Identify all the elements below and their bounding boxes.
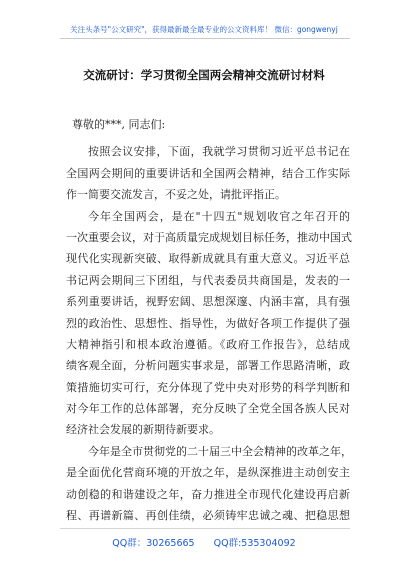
paragraph-3 (66, 441, 350, 527)
body-line: 是全面优化营商环境的开放之年，是纵深推进主动创安主 (66, 466, 350, 480)
qq-group-1: QQ群：30265665 (112, 538, 195, 549)
salutation: 尊敬的***, 同志们: (72, 118, 166, 131)
body-line: 经济社会发展的新期待新要求。 (66, 423, 220, 437)
body-line: 动创稳的和谐建设之年，奋力推进全市现代化建设再启新 (66, 487, 350, 501)
body-line: 今年是全市贯彻党的二十届三中全会精神的改革之年， (88, 444, 352, 458)
paragraph-1 (66, 141, 350, 205)
document-body (66, 114, 350, 526)
footer-contact (0, 535, 408, 549)
body-line: 对今年工作的总体部署，充分反映了全党全国各族人民对 (66, 402, 350, 416)
body-line: 作一简要交流发言，不妥之处，请批评指正。 (66, 188, 286, 202)
header-divider (60, 38, 350, 39)
body-line: 今年全国两会，是在"十四五"规划收官之年召开的 (88, 209, 350, 223)
body-line: 全国两会期间的重要讲话和全国两会精神，结合工作实际 (66, 166, 350, 180)
header-notice: 关注头条号"公文研究"，获得最新最全最专业的公文资料库！ 微信：gongwenyj (70, 25, 338, 34)
qq-group-2: QQ群:535304092 (213, 538, 296, 549)
body-line: 大精神指引和根本政治遵循。《政府工作报告》，总结成 (66, 337, 350, 351)
body-line: 现代化实现新突破、取得新成就具有重大意义。习近平总 (66, 252, 350, 266)
document-title: 交流研讨：学习贯彻全国两会精神交流研讨材料 (83, 68, 325, 82)
body-line: 一次重要会议，对于高质量完成规划目标任务，推动中国式 (66, 230, 352, 244)
body-line: 按照会议安排，下面，我就学习贯彻习近平总书记在 (88, 145, 350, 159)
body-line: 策措施切实可行，充分体现了党中央对形势的科学判断和 (66, 380, 350, 394)
footer-divider (60, 528, 350, 529)
body-line: 烈的政治性、思想性、指导性，为做好各项工作提供了强 (66, 316, 350, 330)
paragraph-2 (66, 206, 350, 441)
body-line: 绩客观全面，分析问题实事求是，部署工作思路清晰，政 (66, 359, 350, 373)
body-line: 系列重要讲话，视野宏阔、思想深邃、内涵丰富，具有强 (66, 295, 350, 309)
body-line: 书记两会期间三下团组，与代表委员共商国是，发表的一 (66, 273, 350, 287)
body-line: 程、再谱新篇、再创佳绩，必须铸牢忠诚之魂、把稳思想 (66, 509, 350, 523)
